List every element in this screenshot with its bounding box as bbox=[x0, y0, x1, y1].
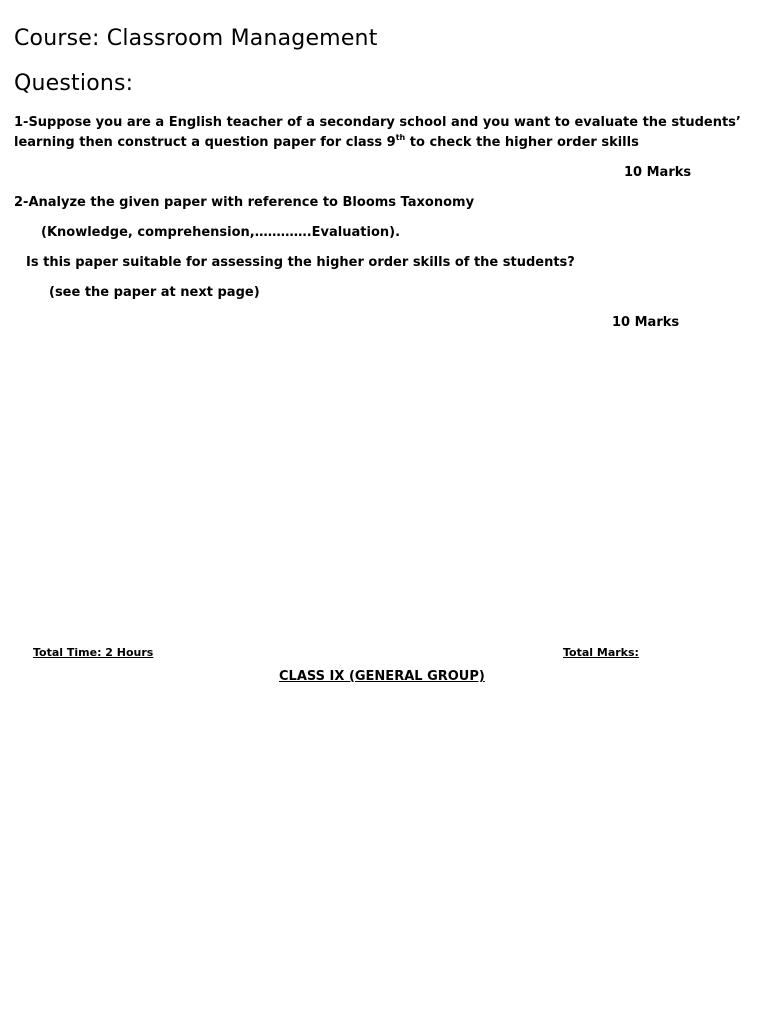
question-2-marks: 10 Marks bbox=[612, 315, 680, 330]
question-2-line-4: (see the paper at next page) bbox=[49, 285, 260, 300]
questions-heading: Questions: bbox=[14, 71, 134, 96]
question-2-line-2: (Knowledge, comprehension,………….Evaluation). bbox=[41, 225, 401, 240]
question-2-line-1: 2-Analyze the given paper with reference to Blooms Taxonomy bbox=[14, 195, 475, 210]
class-title: CLASS IX (GENERAL GROUP) bbox=[279, 669, 485, 684]
ordinal-suffix: th bbox=[395, 133, 406, 142]
question-1-line-1: 1-Suppose you are a English teacher of a secondary school and you want to evaluate the students’ bbox=[14, 115, 741, 130]
course-title: Course: Classroom Management bbox=[14, 26, 378, 51]
question-1-line-2 bbox=[14, 135, 639, 150]
total-time: Total Time: 2 Hours bbox=[33, 646, 154, 659]
question-2-line-3: Is this paper suitable for assessing the higher order skills of the students? bbox=[26, 255, 575, 270]
question-1-line-2-text: learning then construct a question paper for class 9 bbox=[14, 135, 396, 150]
question-1-marks: 10 Marks bbox=[624, 165, 692, 180]
question-1-line-2-end: to check the higher order skills bbox=[405, 135, 639, 150]
total-marks: Total Marks: bbox=[563, 646, 639, 659]
